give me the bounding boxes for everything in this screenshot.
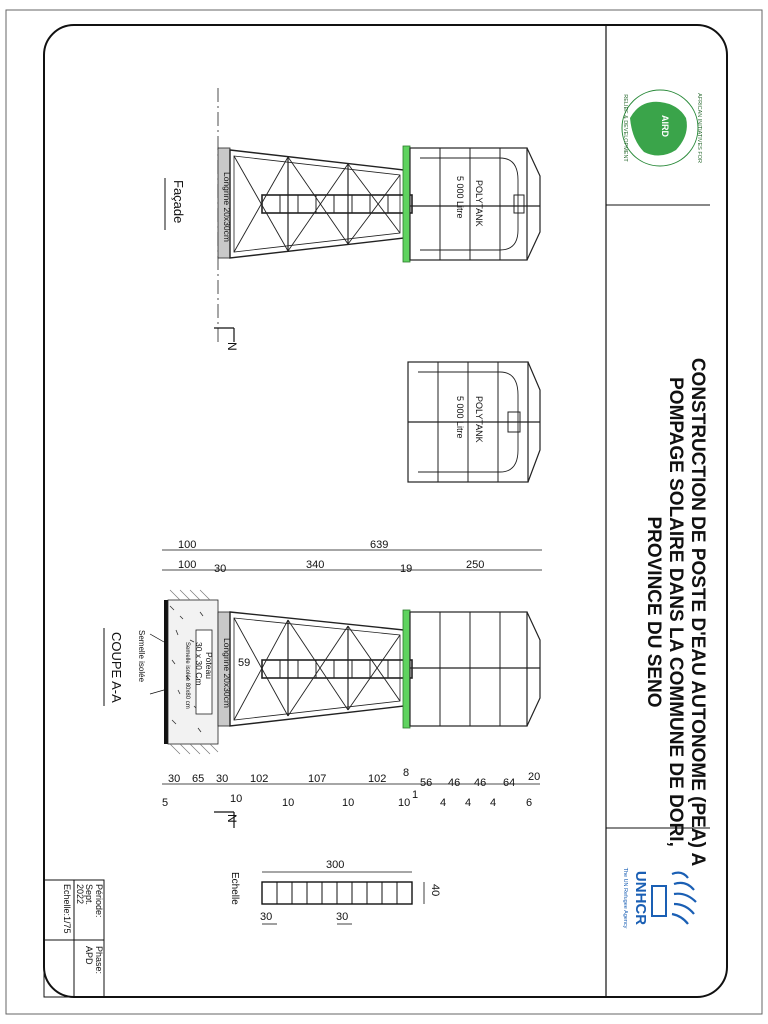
dim-top-250: 250 bbox=[466, 559, 485, 571]
phase-value: APD bbox=[84, 946, 94, 965]
aird-acronym: AIRD bbox=[660, 115, 670, 137]
dim-top-639: 639 bbox=[370, 539, 389, 551]
scale-label: Echelle bbox=[229, 872, 240, 905]
aird-logo bbox=[622, 90, 702, 166]
main-frame bbox=[44, 25, 727, 997]
scale-tick-b: 30 bbox=[336, 911, 349, 923]
dim-b-46a: 46 bbox=[448, 777, 461, 789]
height-59: 59 bbox=[238, 657, 251, 669]
periode-value-2: 2022 bbox=[75, 884, 85, 905]
facade-label: Façade bbox=[171, 180, 186, 224]
title-line-2: POMPAGE SOLAIRE DANS LA COMMUNE DE DORI, bbox=[665, 377, 686, 847]
dims-bottom-row1 bbox=[168, 767, 540, 789]
laurel-icon bbox=[672, 873, 696, 924]
dim-b-102b: 102 bbox=[368, 773, 387, 785]
coupe-north: N bbox=[225, 814, 239, 823]
unhcr-tagline: The UN Refugee Agency bbox=[622, 867, 628, 929]
sheet-title bbox=[643, 358, 708, 867]
facade-polytank bbox=[420, 158, 518, 250]
dim-b-102a: 102 bbox=[250, 773, 269, 785]
dim-top-100a: 100 bbox=[178, 539, 197, 551]
poteau-label-1: Poteau bbox=[204, 652, 214, 679]
dim-b-8: 8 bbox=[403, 767, 410, 779]
semelle-sub-label: Semelle isolée 80x80 cm bbox=[184, 642, 190, 709]
periode-label: Période: bbox=[94, 884, 104, 918]
detail-tank-volume: 5 000 Litre bbox=[455, 396, 465, 439]
facade-tank-volume: 5 000 Litre bbox=[455, 176, 465, 219]
echelle-label: Echelle:1/75 bbox=[62, 884, 72, 934]
semelle-label: Semelle isolée bbox=[137, 630, 146, 683]
dim-b-65: 65 bbox=[192, 773, 205, 785]
facade-tank-frame bbox=[410, 148, 527, 260]
title-line-1: CONSTRUCTION DE POSTE D'EAU AUTONOME (PEA) A bbox=[687, 357, 708, 867]
coupe-tank-frame bbox=[410, 612, 527, 726]
scale-bar bbox=[229, 859, 441, 924]
dim-b-30a: 30 bbox=[168, 773, 181, 785]
facade-tank-name: POLYTANK bbox=[474, 180, 484, 227]
dim-b2-4a: 4 bbox=[440, 797, 447, 809]
dim-b2-5: 5 bbox=[162, 797, 169, 809]
semelle-slab bbox=[164, 600, 168, 744]
periode-value-1: Sept. bbox=[84, 884, 94, 906]
poteau-label-2: 30 x 30 Cm bbox=[194, 642, 204, 686]
dim-b-107: 107 bbox=[308, 773, 327, 785]
people-icon bbox=[652, 886, 666, 916]
facade-north: N bbox=[225, 342, 239, 351]
facade-longrine-label: Longrine 20x30cm bbox=[222, 172, 232, 242]
dim-top-19: 19 bbox=[400, 563, 413, 575]
detail-tank-name: POLYTANK bbox=[474, 396, 484, 443]
coupe-label: COUPE A-A bbox=[109, 632, 124, 703]
unhcr-name: UNHCR bbox=[632, 870, 649, 926]
phase-label: Phase: bbox=[94, 946, 104, 975]
aird-text-a: AFRICAN INITIATIVES FOR bbox=[696, 93, 702, 163]
dim-top-100b: 100 bbox=[178, 559, 197, 571]
scale-height: 40 bbox=[429, 884, 441, 897]
dim-b2-10b: 10 bbox=[282, 797, 295, 809]
coupe-longrine-label: Longrine 20x30cm bbox=[222, 638, 232, 708]
dim-b2-10a: 10 bbox=[230, 793, 243, 805]
coupe-view bbox=[104, 539, 542, 828]
coupe-ladder bbox=[262, 660, 412, 678]
dim-b-64: 64 bbox=[503, 777, 516, 789]
aird-text-b: RELIEF & DEVELOPMENT bbox=[622, 94, 628, 162]
facade-view bbox=[165, 88, 540, 351]
unhcr-logo bbox=[622, 868, 696, 929]
scale-length: 300 bbox=[326, 859, 345, 871]
dim-top-340: 340 bbox=[306, 559, 325, 571]
facade-platform bbox=[403, 146, 410, 262]
dim-b2-1: 1 bbox=[412, 789, 419, 801]
africa-map-icon bbox=[630, 102, 687, 156]
dim-b-56: 56 bbox=[420, 777, 433, 789]
dim-b2-6: 6 bbox=[526, 797, 533, 809]
title-line-3: PROVINCE DU SENO bbox=[643, 516, 664, 708]
dim-b2-10d: 10 bbox=[398, 797, 411, 809]
cartouche bbox=[44, 880, 104, 997]
facade-ladder bbox=[262, 195, 412, 213]
outer-border bbox=[6, 10, 762, 1014]
dims-bottom-row2 bbox=[162, 789, 532, 809]
dim-b-30b: 30 bbox=[216, 773, 229, 785]
dim-b-20: 20 bbox=[528, 771, 541, 783]
dim-b2-10c: 10 bbox=[342, 797, 355, 809]
coupe-platform bbox=[403, 610, 410, 728]
scale-tick-a: 30 bbox=[260, 911, 273, 923]
tank-detail-view bbox=[408, 362, 540, 482]
dim-b2-4b: 4 bbox=[465, 797, 472, 809]
dim-top-30: 30 bbox=[214, 563, 227, 575]
dim-b-46b: 46 bbox=[474, 777, 487, 789]
dim-b2-4c: 4 bbox=[490, 797, 497, 809]
